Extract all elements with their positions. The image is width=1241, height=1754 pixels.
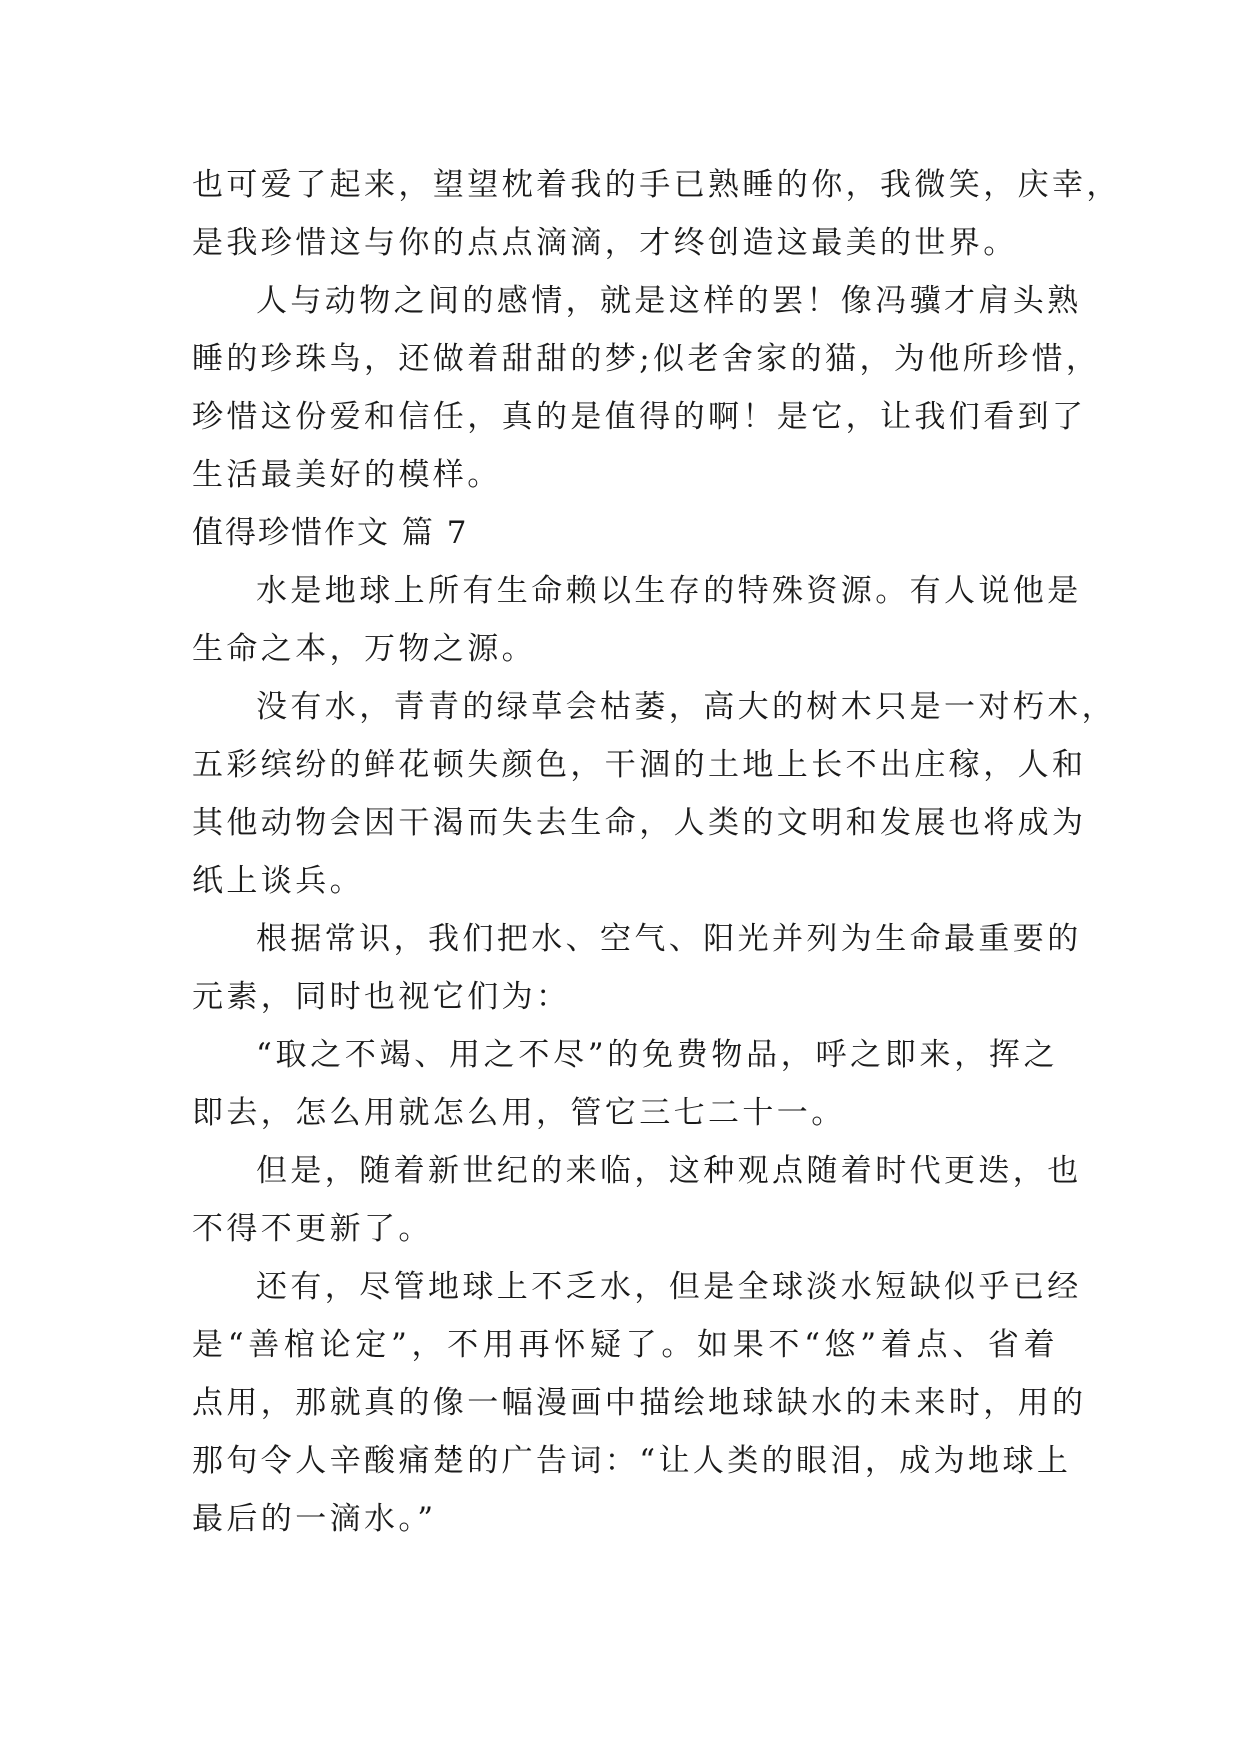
text-line: 也可爱了起来，望望枕着我的手已熟睡的你，我微笑，庆幸， <box>192 167 1121 203</box>
text-line: 珍惜这份爱和信任，真的是值得的啊！是它，让我们看到了 <box>192 399 1087 435</box>
text-line: 元素，同时也视它们为： <box>192 979 571 1015</box>
text-line: 五彩缤纷的鲜花顿失颜色，干涸的土地上长不出庄稼，人和 <box>192 747 1087 783</box>
document-body <box>192 156 1121 1548</box>
text-line: 还有，尽管地球上不乏水，但是全球淡水短缺似乎已经 <box>256 1269 1082 1305</box>
text-line: 最后的一滴水。” <box>192 1501 437 1537</box>
text-line: 水是地球上所有生命赖以生存的特殊资源。有人说他是 <box>256 573 1082 609</box>
text-line: 睡的珍珠鸟，还做着甜甜的梦;似老舍家的猫，为他所珍惜， <box>192 341 1101 377</box>
section-heading: 值得珍惜作文 篇 7 <box>192 515 469 551</box>
text-line: 那句令人辛酸痛楚的广告词：“让人类的眼泪，成为地球上 <box>192 1443 1072 1479</box>
text-line: 生命之本，万物之源。 <box>192 631 536 667</box>
text-line: 不得不更新了。 <box>192 1211 433 1247</box>
text-line: 生活最美好的模样。 <box>192 457 502 493</box>
text-line: 是“善棺论定”，不用再怀疑了。如果不“悠”着点、省着 <box>192 1327 1058 1363</box>
text-line: 没有水，青青的绿草会枯萎，高大的树木只是一对朽木， <box>256 689 1116 725</box>
text-line: 但是，随着新世纪的来临，这种观点随着时代更迭，也 <box>256 1153 1082 1189</box>
text-line: 是我珍惜这与你的点点滴滴，才终创造这最美的世界。 <box>192 225 1018 261</box>
text-line: 根据常识，我们把水、空气、阳光并列为生命最重要的 <box>256 921 1082 957</box>
text-line: 即去，怎么用就怎么用，管它三七二十一。 <box>192 1095 846 1131</box>
text-line: 点用，那就真的像一幅漫画中描绘地球缺水的未来时，用的 <box>192 1385 1087 1421</box>
text-line: 其他动物会因干渴而失去生命，人类的文明和发展也将成为 <box>192 805 1087 841</box>
text-line: 纸上谈兵。 <box>192 863 364 899</box>
text-line: “取之不竭、用之不尽”的免费物品，呼之即来，挥之 <box>256 1037 1058 1073</box>
text-line: 人与动物之间的感情，就是这样的罢！像冯骥才肩头熟 <box>256 283 1082 319</box>
